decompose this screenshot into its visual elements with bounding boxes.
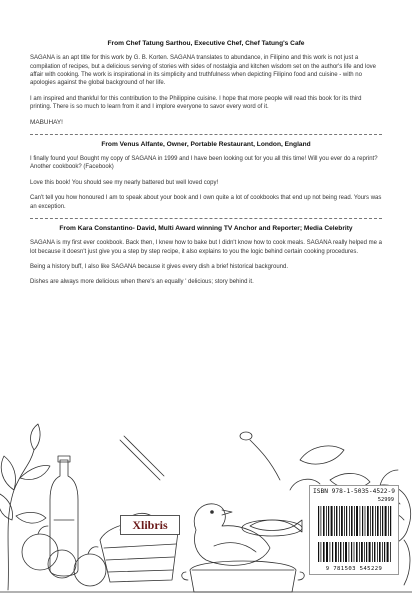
endorsement-kara-constantino-david — [30, 225, 382, 287]
endorsement-heading: From Venus Alfante, Owner, Portable Restaurant, London, England — [101, 140, 311, 148]
endorsement-venus-alfante — [30, 141, 382, 211]
section-divider — [30, 134, 382, 135]
barcode-icon — [310, 486, 398, 574]
endorsement-paragraph: I finally found you! Bought my copy of SAGANA in 1999 and I have been looking out for you all this time! Will you ever do a reprint? Another cookbook? (Facebook) — [30, 155, 378, 171]
section-divider — [30, 218, 382, 219]
isbn-text: ISBN 978-1-5035-4522-9 — [313, 488, 395, 495]
endorsement-tatung-sarthou — [30, 40, 382, 126]
price-code: 52999 — [377, 497, 394, 503]
ean-number: 9 781503 545229 — [325, 566, 383, 572]
endorsement-paragraph: Dishes are always more delicious when there's an equally ' delicious; story behind it. — [30, 279, 254, 286]
endorsement-paragraph: I am inspired and thankful for this contribution to the Philippine cuisine. I hope that more people will read this book for its third printing. There is so much to learn from it and I implore everyone to savor every word of it. — [30, 95, 362, 111]
endorsement-paragraph: Can't tell you how honoured I am to speak about your book and I own quite a lot of cookbooks that end up not being read. Yours was an exception. — [30, 195, 382, 210]
endorsement-paragraph: SAGANA is an apt title for this work by G. B. Korten. SAGANA translates to abundance, in Filipino and this work is not just a compilation of recipes, but a delicious serving of stories with sides of nostalgia and kitchen wisdom set on the author's life and love affair with cooking. The work is inspirational in its simplicity and truthfulness when depicting Filipino food and cuisine - with no apologies against the global background of her life. — [30, 55, 376, 87]
publisher-logo: Xlibris — [120, 515, 180, 535]
endorsement-paragraph: Being a history buff, I also like SAGANA because it gives every dish a brief historical background. — [30, 263, 289, 270]
endorsement-paragraph: Love this book! You should see my nearly battered but well loved copy! — [30, 179, 219, 186]
endorsement-closing: MABUHAY! — [30, 118, 63, 126]
endorsement-paragraph: SAGANA is my first ever cookbook. Back then, I knew how to bake but I didn't know how to cook meals. SAGANA really helped me a lot because it doesn't just give you a step by step recipe, it also explains to you the logic behind certain cooking procedures. — [30, 240, 382, 255]
endorsement-heading: From Kara Constantino- David, Multi Award winning TV Anchor and Reporter; Media Celebrity — [59, 224, 353, 232]
endorsements — [30, 40, 382, 294]
barcode-box — [309, 485, 399, 575]
endorsement-heading: From Chef Tatung Sarthou, Executive Chef, Chef Tatung's Cafe — [107, 40, 305, 47]
